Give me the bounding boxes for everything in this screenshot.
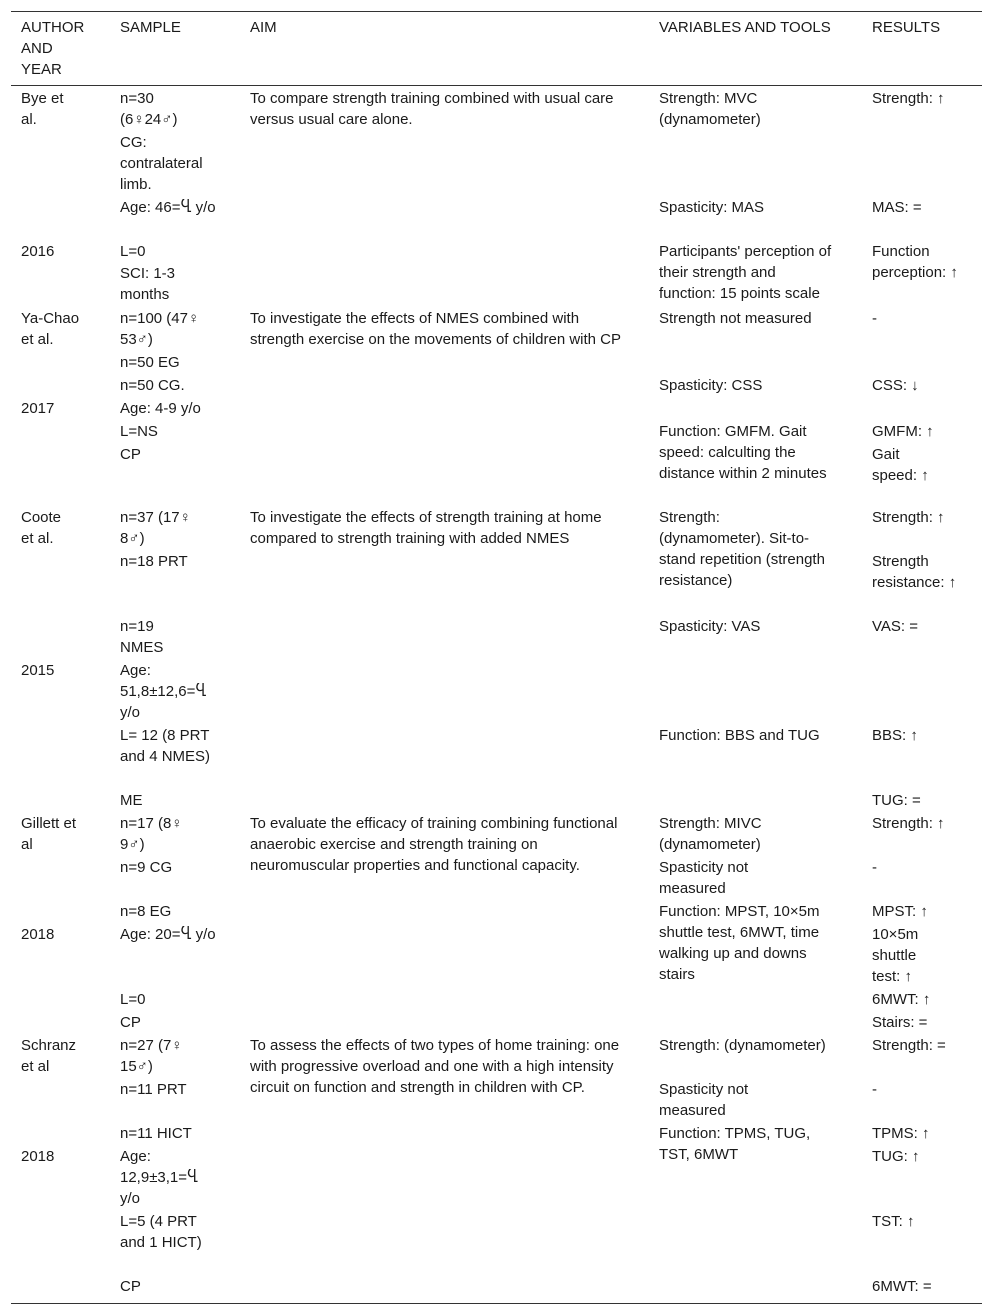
result-line: TUG: ↑: [872, 1148, 920, 1165]
variable-line: Spasticity: MAS: [659, 199, 765, 216]
sample-line: L=0: [120, 991, 146, 1008]
sample-line: n=17 (8♀ 9♂): [120, 815, 183, 853]
variable-line: Strength: MVC (dynamometer): [659, 90, 761, 128]
sample-line: CP: [120, 446, 141, 463]
header-results: RESULTS: [872, 19, 941, 36]
aim: To compare strength training combined with usual care versus usual care alone.: [250, 90, 614, 128]
sample-line: Age: 4-9 y/o: [120, 400, 201, 417]
sample-line: n=50 EG: [120, 354, 180, 371]
sample-line: Age: 51,8±12,6=Ⴁ y/o: [120, 662, 207, 721]
author: Schranz et al: [21, 1037, 77, 1075]
sample-line: n=50 CG.: [120, 377, 185, 394]
sample-line: ME: [120, 792, 143, 809]
result-line: MPST: ↑: [872, 903, 928, 920]
result-line: Strength: ↑: [872, 90, 945, 107]
variable-line: Strength: (dynamometer): [659, 1037, 826, 1054]
variable-line: Strength: (dynamometer). Sit-to-stand repetition (strength resistance): [659, 509, 825, 589]
result-line: -: [872, 1081, 877, 1098]
year: 2018: [21, 926, 55, 943]
result-line: TPMS: ↑: [872, 1125, 930, 1142]
sample-line: Age: 12,9±3,1=Ⴁ y/o: [120, 1148, 199, 1207]
result-line: Stairs: =: [872, 1014, 928, 1031]
sample-line: n=100 (47♀ 53♂): [120, 310, 200, 348]
sample-line: L= 12 (8 PRT and 4 NMES): [120, 727, 211, 765]
author: Gillett et al: [21, 815, 77, 853]
sample-line: Age: 20=Ⴁ y/o: [120, 926, 216, 943]
sample-line: Age: 46=Ⴁ y/o: [120, 199, 216, 216]
aim: To assess the effects of two types of home training: one with progressive overload and one with a high intensity circuit on function and strength in children with CP.: [250, 1037, 620, 1096]
variable-line: Function: TPMS, TUG, TST, 6MWT: [659, 1125, 811, 1163]
sample-line: n=19 NMES: [120, 618, 164, 656]
variable-line: Spasticity not measured: [659, 859, 749, 897]
result-line: TUG: =: [872, 792, 921, 809]
variable-line: Strength: MIVC (dynamometer): [659, 815, 762, 853]
result-line: 6MWT: ↑: [872, 991, 931, 1008]
header-author: AUTHOR AND YEAR: [21, 19, 85, 78]
result-line: -: [872, 859, 877, 876]
result-line: Strength: ↑: [872, 509, 945, 526]
sample-line: n=8 EG: [120, 903, 172, 920]
table-top-rule: [11, 11, 982, 12]
variable-line: Spasticity: VAS: [659, 618, 761, 635]
sample-line: n=11 PRT: [120, 1081, 187, 1098]
variable-line: Function: GMFM. Gait speed: calculting the distance within 2 minutes: [659, 423, 827, 482]
year: 2018: [21, 1148, 55, 1165]
sample-line: L=0: [120, 243, 146, 260]
header-aim: AIM: [250, 19, 277, 36]
result-line: -: [872, 310, 877, 327]
header-variables: VARIABLES AND TOOLS: [659, 19, 831, 36]
result-line: 10×5m shuttle test: ↑: [872, 926, 919, 985]
table-bottom-rule: [11, 1303, 982, 1304]
author: Ya-Chao et al.: [21, 310, 80, 348]
result-line: Gait speed: ↑: [872, 446, 929, 484]
sample-line: CP: [120, 1014, 141, 1031]
aim: To investigate the effects of strength training at home compared to strength training with added NMES: [250, 509, 602, 547]
year: 2016: [21, 243, 55, 260]
sample-line: n=9 CG: [120, 859, 173, 876]
result-line: VAS: =: [872, 618, 918, 635]
aim: To investigate the effects of NMES combined with strength exercise on the movements of children with CP: [250, 310, 622, 348]
variable-line: Function: BBS and TUG: [659, 727, 820, 744]
result-line: MAS: =: [872, 199, 922, 216]
sample-line: n=27 (7♀ 15♂): [120, 1037, 183, 1075]
year: 2015: [21, 662, 55, 679]
sample-line: CP: [120, 1278, 141, 1295]
sample-line: L=5 (4 PRT and 1 HICT): [120, 1213, 202, 1251]
variable-line: Spasticity: CSS: [659, 377, 763, 394]
result-line: Strength: =: [872, 1037, 946, 1054]
header-sample: SAMPLE: [120, 19, 181, 36]
studies-table: [11, 11, 982, 1304]
variable-line: Spasticity not measured: [659, 1081, 749, 1119]
sample-line: SCI: 1-3 months: [120, 265, 176, 303]
sample-line: n=30 (6♀24♂): [120, 90, 178, 128]
aim: To evaluate the efficacy of training combining functional anaerobic exercise and strength training on neuromuscular properties and functional capacity.: [250, 815, 618, 874]
result-line: CSS: ↓: [872, 377, 919, 394]
sample-line: CG: contralateral limb.: [120, 134, 203, 193]
result-line: Function perception: ↑: [872, 243, 958, 281]
sample-line: n=11 HICT: [120, 1125, 192, 1142]
sample-line: n=18 PRT: [120, 553, 188, 570]
result-line: GMFM: ↑: [872, 423, 934, 440]
author: Bye et al.: [21, 90, 64, 128]
result-line: BBS: ↑: [872, 727, 918, 744]
header-rule: [11, 85, 982, 86]
variable-line: Function: MPST, 10×5m shuttle test, 6MWT, time walking up and downs stairs: [659, 903, 820, 983]
sample-line: n=37 (17♀ 8♂): [120, 509, 191, 547]
result-line: TST: ↑: [872, 1213, 915, 1230]
author: Coote et al.: [21, 509, 62, 547]
result-line: Strength: ↑: [872, 815, 945, 832]
year: 2017: [21, 400, 55, 417]
variable-line: Strength not measured: [659, 310, 812, 327]
result-line: Strength resistance: ↑: [872, 553, 957, 591]
result-line: 6MWT: =: [872, 1278, 932, 1295]
variable-line: Participants' perception of their strength and function: 15 points scale: [659, 243, 832, 302]
sample-line: L=NS: [120, 423, 158, 440]
